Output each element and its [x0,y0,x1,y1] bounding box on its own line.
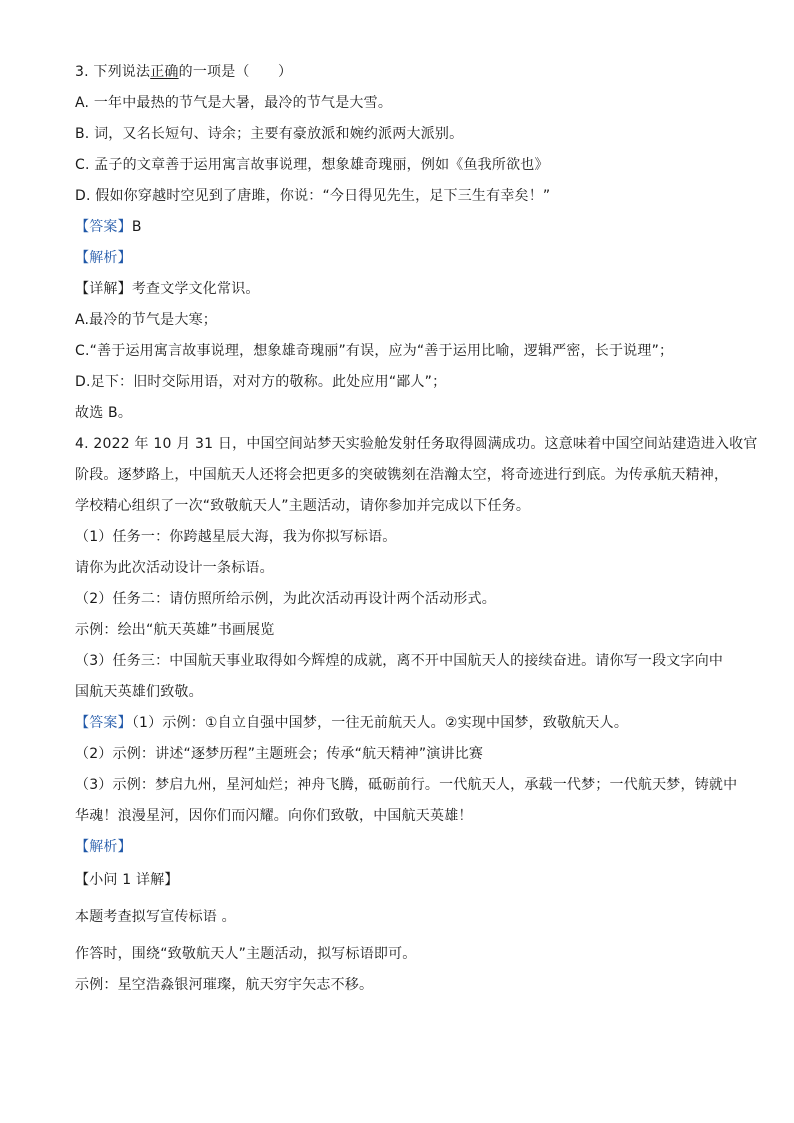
q4-task2: （2）任务二：请仿照所给示例，为此次活动再设计两个活动形式。 [75,591,496,607]
q4-task1: （1）任务一：你跨越星辰大海，我为你拟写标语。 [75,529,397,545]
q3-stem-emphasis: 正确 [150,64,179,80]
q4-answer-1 [75,713,725,733]
q3-conclusion: 故选 B。 [75,405,133,421]
q4-stem-line2: 阶段。逐梦路上，中国航天人还将会把更多的突破镌刻在浩瀚太空，将奇迹进行到底。为传承航天精神， [75,467,729,483]
q4-task2-example: 示例：绘出“航天英雄”书画展览 [75,622,275,638]
q3-option-a: A. 一年中最热的节气是大暑，最冷的节气是大雪。 [75,95,393,111]
q4-task3-line1: （3）任务三：中国航天事业取得如今辉煌的成就，离不开中国航天人的接续奋进。请你写一段文字向中 [75,653,724,669]
q3-analysis-tag: 【解析】 [75,250,132,266]
q3-detail [75,279,725,299]
q4-answer-3-line1: （3）示例：梦启九州，星河灿烂；神舟飞腾，砥砺前行。一代航天人，承载一代梦；一代航天梦，铸就中 [75,777,738,793]
q3-stem-prefix: 3. 下列说法 [75,64,151,80]
q4-sub1-text2: 作答时，围绕“致敬航天人”主题活动，拟写标语即可。 [75,946,417,962]
q3-option-b: B. 词，又名长短句、诗余；主要有豪放派和婉约派两大派别。 [75,126,464,142]
q3-detail-text: 考查文学文化常识。 [131,281,260,297]
q3-answer-tag: 【答案】 [75,219,132,235]
q4-answer-tag: 【答案】 [75,715,132,731]
q4-sub1-tag: 【小问 1 详解】 [75,872,179,888]
q4-sub1-example: 示例：星空浩淼银河璀璨，航天穷宇矢志不移。 [75,977,374,993]
q3-stem [75,62,725,82]
document-page [75,62,758,995]
q3-option-c: C. 孟子的文章善于运用寓言故事说理，想象雄奇瑰丽，例如《鱼我所欲也》 [75,157,549,173]
q4-stem-line3: 学校精心组织了一次“致敬航天人”主题活动，请你参加并完成以下任务。 [75,498,531,514]
q3-answer-value: B [131,219,142,235]
q3-stem-suffix: 的一项是（ ） [178,64,293,80]
q3-explain-c: C.“善于运用寓言故事说理，想象雄奇瑰丽”有误，应为“善于运用比喻，逻辑严密，长于说理”； [75,343,674,359]
q3-explain-d: D.足下：旧时交际用语，对对方的敬称。此处应用“鄙人”； [75,374,447,390]
q4-answer-2: （2）示例：讲述“逐梦历程”主题班会；传承“航天精神”演讲比赛 [75,746,484,762]
q4-task3-line2: 国航天英雄们致敬。 [75,684,203,700]
q4-analysis-tag: 【解析】 [75,839,132,855]
q3-option-d: D. 假如你穿越时空见到了唐雎，你说：“今日得见先生，足下三生有幸矣！” [75,188,551,204]
q4-sub1-text1: 本题考查拟写宣传标语 。 [75,909,236,925]
q3-answer [75,217,725,237]
q4-answer-1-text: （1）示例：①自立自强中国梦，一往无前航天人。②实现中国梦，致敬航天人。 [131,715,629,731]
q4-stem-line1: 4. 2022 年 10 月 31 日，中国空间站梦天实验舱发射任务取得圆满成功。这意味着中国空间站建造进入收官 [75,436,758,452]
q4-task1-requirement: 请你为此次活动设计一条标语。 [75,560,274,576]
q3-explain-a: A.最冷的节气是大寒； [75,312,217,328]
q3-detail-tag: 【详解】 [75,281,132,297]
q4-answer-3-line2: 华魂！浪漫星河，因你们而闪耀。向你们致敬，中国航天英雄！ [75,808,473,824]
